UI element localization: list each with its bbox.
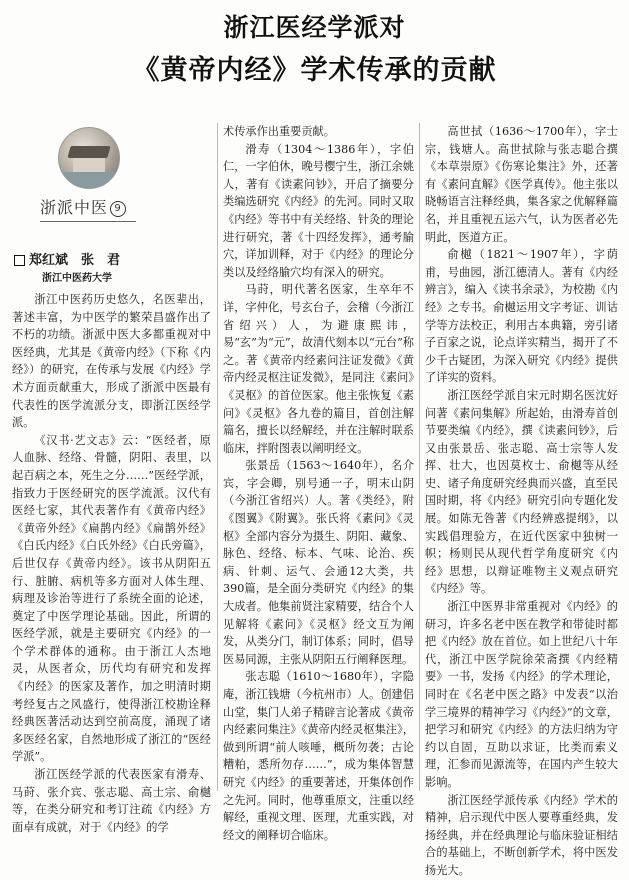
paragraph: 浙江医经学派的代表医家有滑寿、马莳、张介宾、张志聪、高士宗、俞樾等，在类分研究和考订注疏《内经》方面卓有成就，对于《内经》的学 xyxy=(12,768,211,834)
column-logo-image xyxy=(58,127,120,189)
body-column-2 xyxy=(223,123,414,844)
paragraph: 术传承作出重要贡献。 xyxy=(223,125,335,138)
paragraph: 浙江中医药历史悠久，名医辈出，著述丰富，为中医学的繁荣昌盛作出了不朽的功绩。浙派中医大多都重视对中医经典，尤其是《黄帝内经》（下称《内经》）的研究，在传承与发展《内经》学术方面贡献重大，形成了浙派中医最有代表性的医学流派分支，即浙江医经学派。 xyxy=(12,293,211,430)
column-logo-label xyxy=(40,195,126,218)
article-title-line2: 《黄帝内经》学术传承的贡献 xyxy=(132,55,497,86)
logo-rule xyxy=(40,221,136,222)
column-number: 9 xyxy=(110,201,126,217)
paragraph: 浙江医经学派自宋元时期名医沈好问著《素问集解》所起始，由滑寿首创节要类编《内经》，撰《读素问钞》，后又由张景岳、张志聪、高士宗等人发挥、壮大，也因莫枚士、俞樾等从经史、诸子角度研究经典而兴盛，直至民国时期，将《内经》研究引向专题化发展。如陈无咎著《内经辨惑提纲》，以实践倡理验方，在近代医家中独树一帜；杨则民从现代哲学角度研究《内经》思想，以辩证唯物主义观点研究《内经》等。 xyxy=(425,388,618,596)
paragraph: 《汉书·艺文志》云：“医经者，原人血脉、经络、骨髓，阴阳、表里，以起百病之本，死生之分……”医经学派，指致力于医经研究的医学流派。汉代有医经七家，其代表著作有《黄帝内经》《黄帝外经》《扁鹊内经》《扁鹊外经》《白氏内经》《白氏外经》《白氏旁篇》，后世仅存《黄帝内经》。该书从阴阳五行、脏腑、病机等多方面对人体生理、病理及诊治等进行了系统全面的论述，奠定了中医学理论基础。因此，所谓的医经学派，就是主要研究《内经》的一个学术群体的通称。由于浙江人杰地灵，从医者众，历代均有研究和发挥《内经》的医家及著作，加之明清时期考经复古之风盛行，使得浙江校勘诠释经典医著活动达到空前高度，涌现了诸多医经名家，自然地形成了浙江的“医经学派”。 xyxy=(12,433,211,764)
paragraph: 浙江医经学派传承《内经》学术的精神，启示现代中医人要尊重经典，发扬经典，并在经典理论与临床验证相结合的基础上，不断创新学术，将中医发扬光大。 xyxy=(425,793,618,877)
square-icon xyxy=(14,255,25,266)
article-title-line1: 浙江医经学派对 xyxy=(223,13,406,42)
column-divider xyxy=(217,123,218,791)
paragraph: 浙江中医界非常重视对《内经》的研习，许多名老中医在教学和带徒时都把《内经》放在首位。如上世纪八十年代，浙江中医学院徐荣斋撰《内经精要》一书，发扬《内经》的学术理论，同时在《名老中医之路》中发表“以治学三境界的精神学习《内经》”的文章，把学习和研究《内经》的方法归纳为守约以自固，互助以求证，比类而索义理，汇参而见源流等，在国内产生较大影响。 xyxy=(425,600,618,789)
paragraph: 滑寿（1304～1386年），字伯仁，一字伯休，晚号樱宁生，浙江余姚人，著有《读素问钞》，开启了摘要分类编选研究《内经》的先河。同时又取《内经》等书中有关经络、针灸的理论进行研究，著《十四经发挥》，通考腧穴，详加训释，对于《内经》的理论分类以及经络腧穴均有深入的研究。 xyxy=(223,142,414,279)
paragraph: 张景岳（1563～1640年），名介宾，字会卿，别号通一子，明末山阴（今浙江省绍兴）人。著《类经》，附《图翼》《附翼》。张氏将《素问》《灵枢》全部内容分为摄生、阴阳、藏象、脉色、经络、标本、气味、论治、疾病、针刺、运气、会通12大类，共390篇，是全面分类研究《内经》的集大成者。他集前贤注家精要，结合个人见解将《素问》《灵枢》经文互为阐发，从类分门，制订体系；同时，倡导医易同源，主张从阴阳五行阐释医理。 xyxy=(223,459,414,666)
paragraph: 马莳，明代著名医家，生卒年不详，字仲化，号玄台子，会稽（今浙江省绍兴）人，为避康熙讳，易“玄”为“元”，故清代刻本以“元台”称之。著《黄帝内经素问注证发微》《黄帝内经灵枢注证发微》，是同注《素问》《灵枢》的首位医家。他主张恢复《素问》《灵枢》各九卷的篇目，首创注解篇名，擅长以经解经，并在注解时联系临床，拌附图表以阐明经文。 xyxy=(223,283,414,455)
column-logo-text: 浙派中医 xyxy=(40,198,109,217)
paragraph: 俞樾（1821～1907年），字荫甫，号曲园，浙江德清人。著有《内经辨言》，编入《读书余录》，为校勘《内经》之专书。俞樾运用文字考证、训诂学等方法校正，利用古本典籍，旁引诸子百家之说，论点详实精当，揭开了不少千古疑团，为深入研究《内经》提供了详实的资料。 xyxy=(425,248,618,385)
affiliation: 浙江中医药大学 xyxy=(42,273,112,284)
authors: 郑红斌 张 君 xyxy=(29,253,121,268)
paragraph: 张志聪（1610～1680年），字隐庵，浙江钱塘（今杭州市）人。创建侣山堂，集门人弟子精辟言论著成《黄帝内经素问集注》《黄帝内经灵枢集注》，做到所谓“前人咳唾，概所勿袭；古论糟粕，悉所勿存……”，成为集体智慧研究《内经》的重要著述，开集体创作之先河。同时，他尊重原文，注重以经解经，重视文理、医理，尤重实践，对经文的阐释切合临床。 xyxy=(223,670,414,842)
authors-line xyxy=(14,249,120,268)
column-divider xyxy=(419,123,420,791)
body-column-3 xyxy=(425,123,618,880)
column-logo xyxy=(40,125,170,243)
paragraph: 高世拭（1636～1700年），字士宗，钱塘人。高世拭除与张志聪合撰《本草崇原》《伤寒论集注》外，还著有《素问直解》《医学真传》。他主张以晓畅语言注释经典，集各家之优解释篇名，并且重视五运六气，认为医者必先明此，医道方正。 xyxy=(425,125,618,244)
body-column-1 xyxy=(12,291,211,836)
